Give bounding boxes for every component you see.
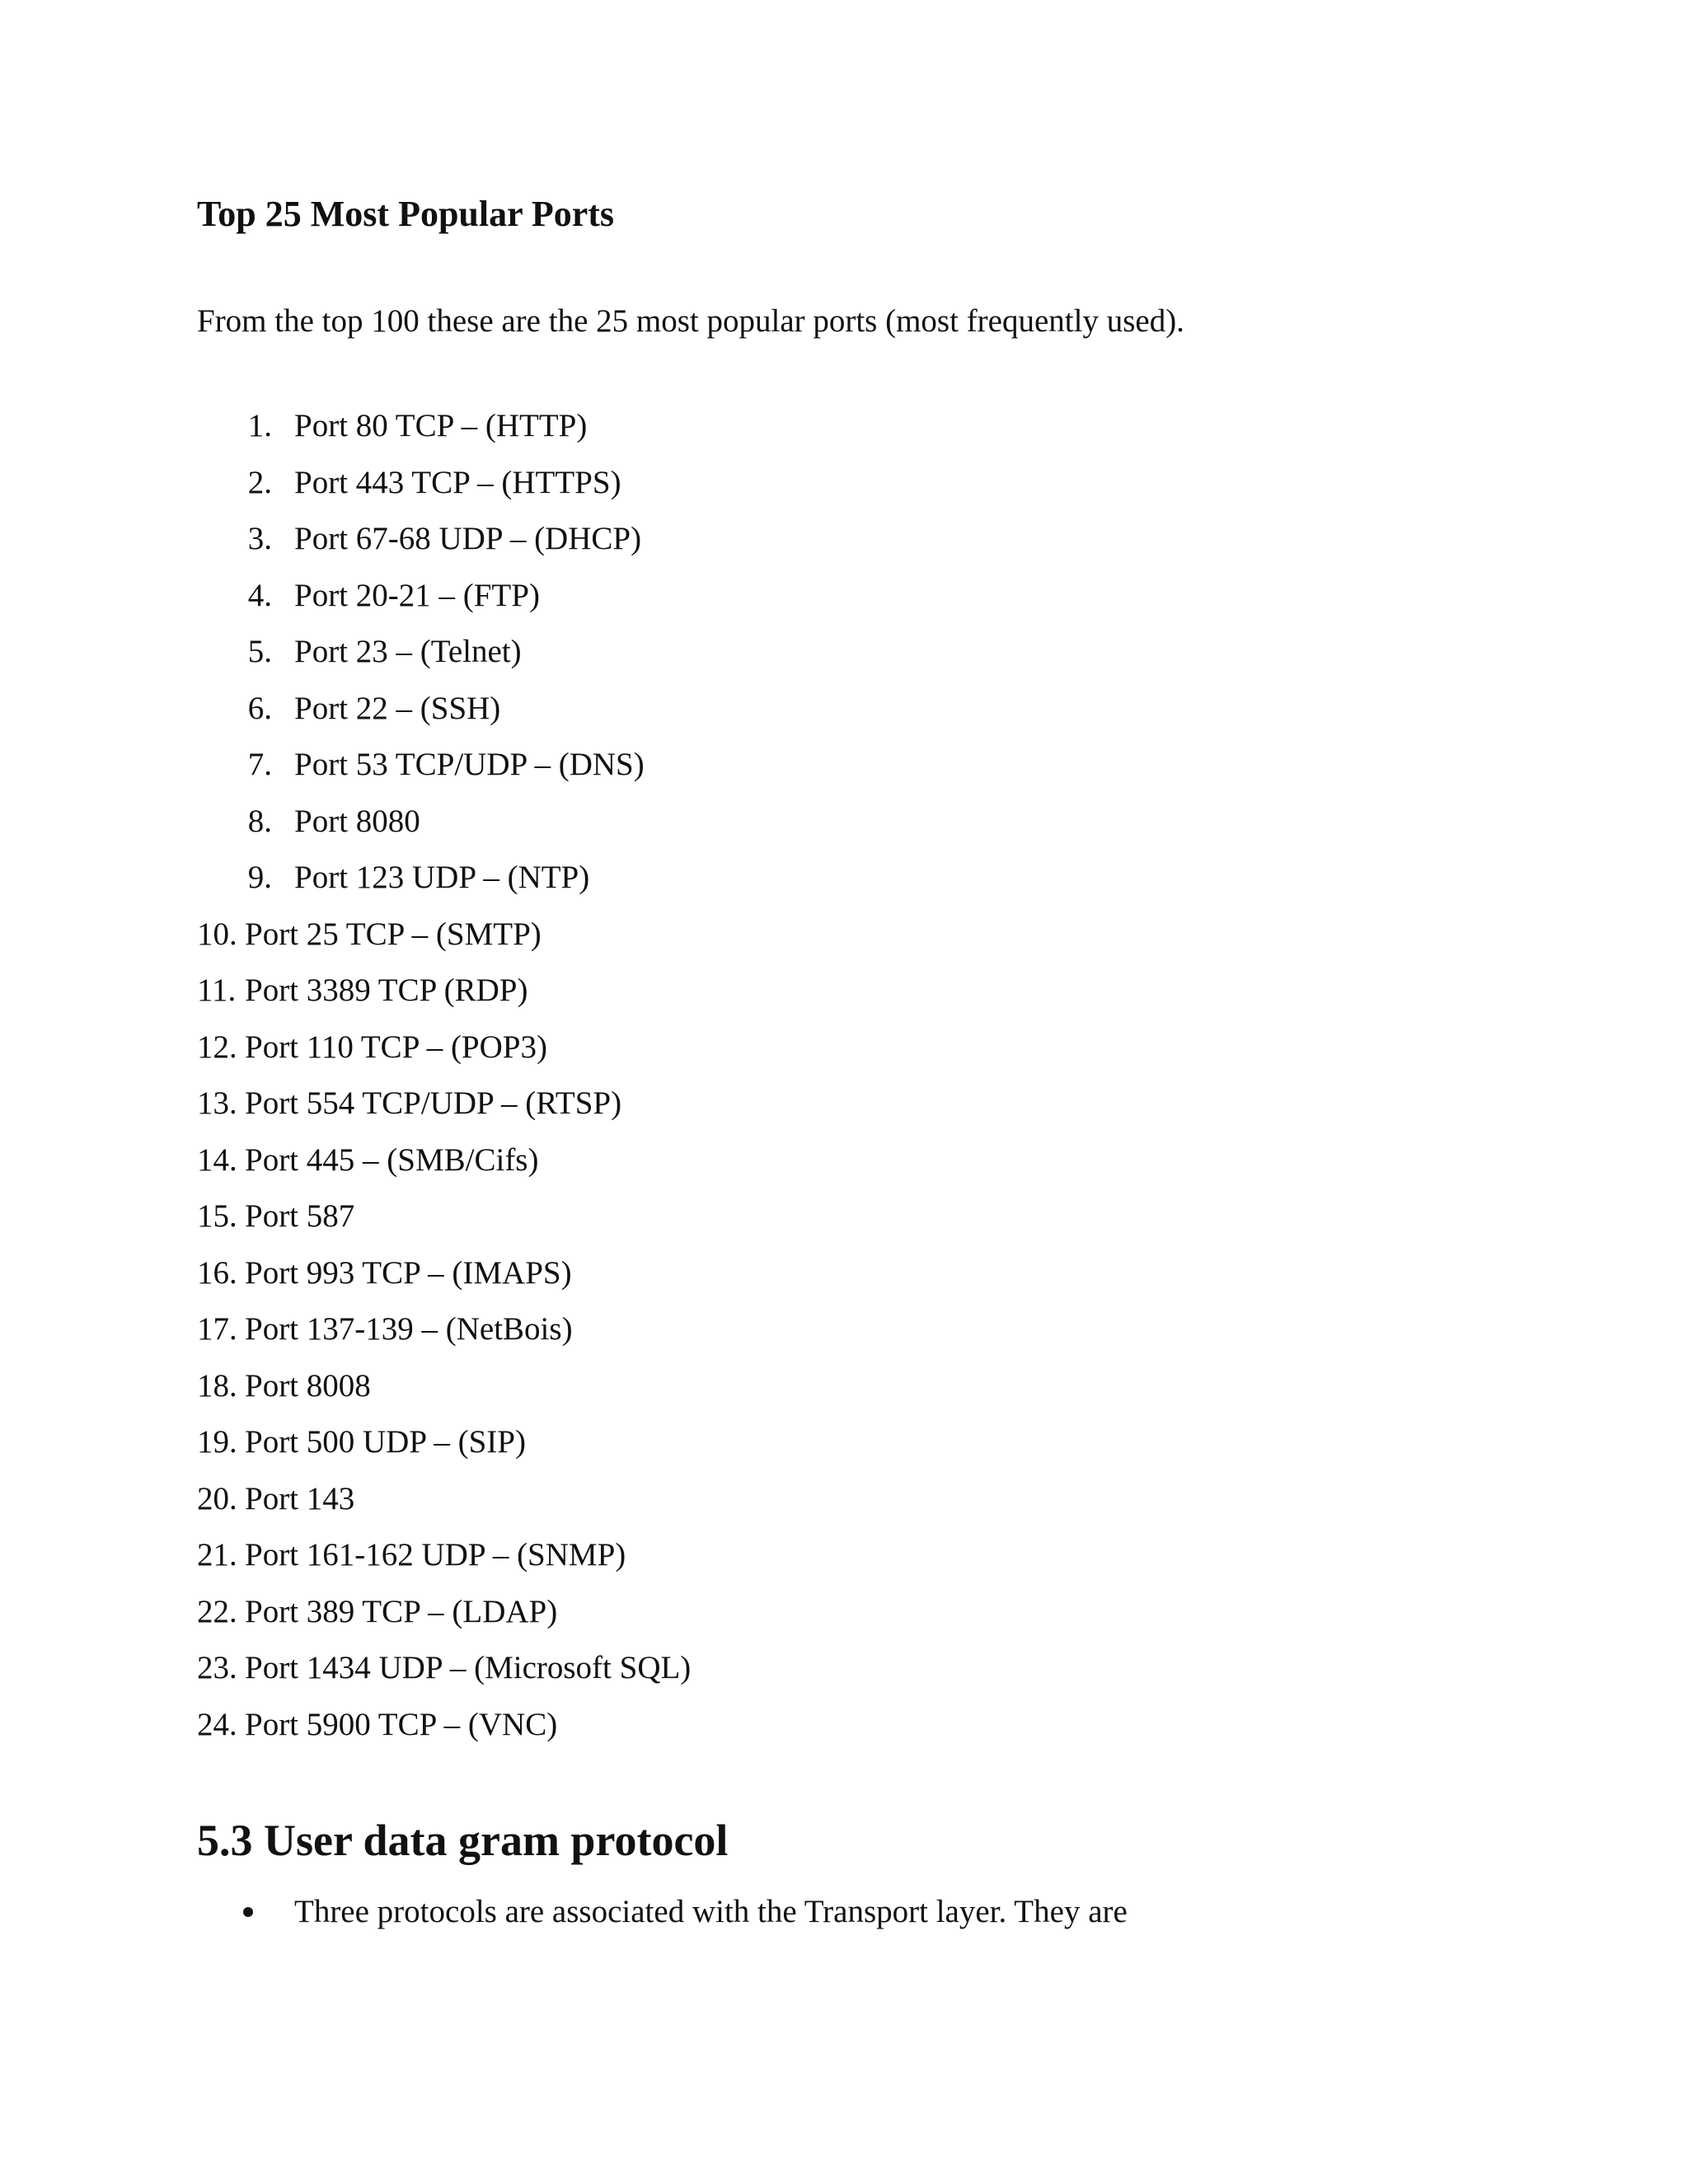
list-item bbox=[0, 1141, 1319, 1179]
list-number: 10. bbox=[197, 916, 237, 952]
section-title: Top 25 Most Popular Ports bbox=[197, 194, 615, 234]
list-item-text: Port 500 UDP – (SIP) bbox=[245, 1424, 526, 1460]
list-item bbox=[0, 1310, 1319, 1348]
list-item-text: Port 8008 bbox=[245, 1367, 371, 1404]
list-item bbox=[0, 916, 1319, 954]
list-item-text: Port 23 – (Telnet) bbox=[294, 634, 522, 669]
list-number: 4. bbox=[247, 577, 272, 613]
list-item-text: Port 67-68 UDP – (DHCP) bbox=[294, 521, 642, 556]
list-item bbox=[0, 690, 1319, 728]
list-number: 11. bbox=[197, 972, 237, 1008]
list-item bbox=[0, 1649, 1319, 1687]
list-item-text: Port 161-162 UDP – (SNMP) bbox=[245, 1537, 626, 1572]
list-item bbox=[0, 746, 1319, 784]
list-item bbox=[0, 407, 1319, 445]
list-item-text: Port 80 TCP – (HTTP) bbox=[294, 408, 588, 443]
list-number: 8. bbox=[247, 803, 272, 839]
section-heading-udp: 5.3 User data gram protocol bbox=[197, 1816, 729, 1865]
list-number: 2. bbox=[247, 464, 272, 500]
list-number: 20. bbox=[197, 1480, 237, 1516]
list-item-text: Port 389 TCP – (LDAP) bbox=[245, 1593, 558, 1629]
list-item-text: Port 137-139 – (NetBois) bbox=[245, 1311, 573, 1347]
list-item-text: Port 554 TCP/UDP – (RTSP) bbox=[245, 1085, 622, 1121]
list-number: 16. bbox=[197, 1254, 237, 1291]
list-item bbox=[0, 1536, 1319, 1574]
list-number: 15. bbox=[197, 1198, 237, 1234]
list-number: 22. bbox=[197, 1593, 237, 1629]
list-item bbox=[0, 1423, 1319, 1461]
list-number: 7. bbox=[247, 747, 272, 782]
list-item bbox=[0, 577, 1319, 615]
list-number: 21. bbox=[197, 1537, 237, 1572]
list-number: 13. bbox=[197, 1085, 237, 1121]
list-number: 6. bbox=[247, 690, 272, 726]
list-item bbox=[0, 1706, 1319, 1744]
list-item-text: Port 3389 TCP (RDP) bbox=[245, 972, 528, 1008]
list-item-text: Port 20-21 – (FTP) bbox=[294, 577, 540, 613]
list-item-text: Port 123 UDP – (NTP) bbox=[294, 860, 590, 895]
list-item bbox=[0, 1593, 1319, 1631]
list-item-text: Port 22 – (SSH) bbox=[294, 690, 501, 726]
list-item-text: Port 1434 UDP – (Microsoft SQL) bbox=[245, 1650, 692, 1685]
bullet-icon bbox=[243, 1907, 253, 1917]
list-item bbox=[0, 1480, 1319, 1518]
list-item bbox=[0, 1029, 1319, 1066]
list-number: 24. bbox=[197, 1706, 237, 1742]
list-item bbox=[0, 1085, 1319, 1122]
list-item bbox=[0, 464, 1319, 502]
list-item-text: Port 8080 bbox=[294, 803, 420, 839]
list-item-text: Port 5900 TCP – (VNC) bbox=[245, 1706, 558, 1742]
intro-paragraph: From the top 100 these are the 25 most popular ports (most frequently used). bbox=[197, 303, 1184, 339]
list-item bbox=[0, 633, 1319, 671]
list-item bbox=[0, 1197, 1319, 1235]
list-item-text: Port 110 TCP – (POP3) bbox=[245, 1029, 547, 1065]
list-number: 14. bbox=[197, 1141, 237, 1178]
list-item-text: Port 143 bbox=[245, 1480, 355, 1516]
list-item bbox=[0, 972, 1319, 1010]
list-number: 19. bbox=[197, 1424, 237, 1460]
list-item-text: Port 53 TCP/UDP – (DNS) bbox=[294, 747, 645, 782]
list-number: 17. bbox=[197, 1311, 237, 1347]
list-item-text: Port 25 TCP – (SMTP) bbox=[245, 916, 542, 952]
bullet-item bbox=[0, 1893, 1401, 1931]
list-item-text: Port 993 TCP – (IMAPS) bbox=[245, 1254, 572, 1291]
list-number: 3. bbox=[247, 521, 272, 556]
list-item-text: Port 587 bbox=[245, 1198, 355, 1234]
list-item-text: Port 443 TCP – (HTTPS) bbox=[294, 464, 621, 500]
list-item bbox=[0, 859, 1319, 897]
list-number: 1. bbox=[247, 408, 272, 443]
list-item bbox=[0, 803, 1319, 841]
bullet-text: Three protocols are associated with the Transport layer. They are bbox=[294, 1894, 1128, 1929]
list-number: 5. bbox=[247, 634, 272, 669]
list-item bbox=[0, 520, 1319, 558]
list-number: 9. bbox=[247, 860, 272, 895]
list-item bbox=[0, 1254, 1319, 1292]
list-item-text: Port 445 – (SMB/Cifs) bbox=[245, 1141, 539, 1178]
list-number: 18. bbox=[197, 1367, 237, 1404]
list-number: 23. bbox=[197, 1650, 237, 1685]
list-number: 12. bbox=[197, 1029, 237, 1065]
list-item bbox=[0, 1367, 1319, 1405]
